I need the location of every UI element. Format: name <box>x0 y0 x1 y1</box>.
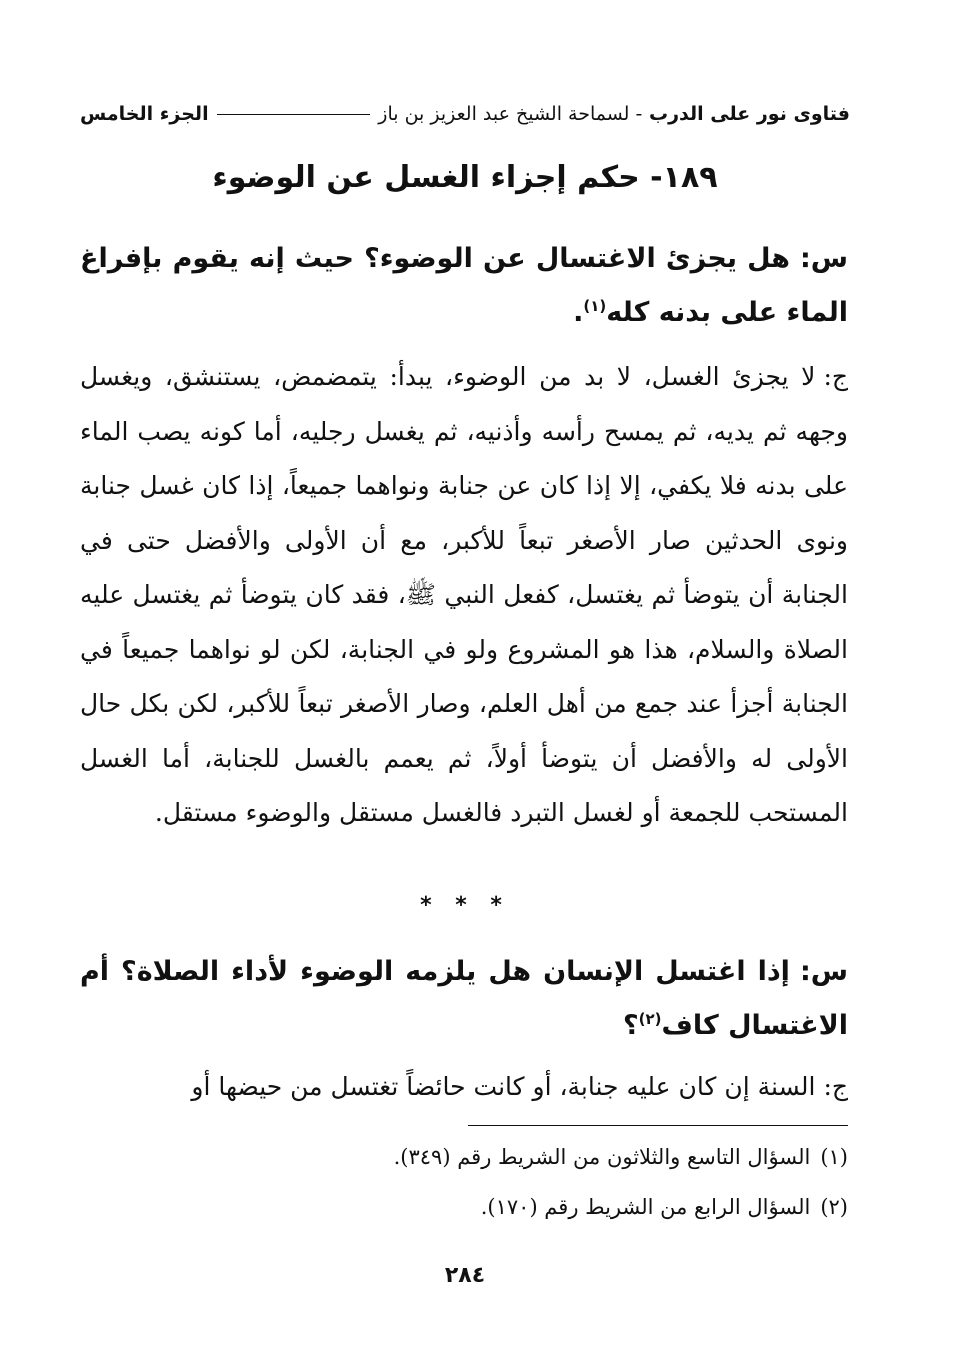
question-1-footnote-ref: (١) <box>583 297 607 315</box>
header-book-info <box>378 103 850 125</box>
answer-1-prefix: ج: <box>823 362 848 391</box>
header-rule <box>217 114 371 115</box>
header-author: - لسماحة الشيخ عبد العزيز بن باز <box>378 103 643 125</box>
question-2-text: إذا اغتسل الإنسان هل يلزمه الوضوء لأداء الصلاة؟ أم الاغتسال كاف <box>80 956 848 1041</box>
section-title: ١٨٩- حكم إجزاء الغسل عن الوضوء <box>212 160 718 195</box>
question-1-text: هل يجزئ الاغتسال عن الوضوء؟ حيث إنه يقوم بإفراغ الماء على بدنه كله <box>80 243 848 328</box>
answer-2-prefix: ج: <box>823 1072 848 1101</box>
question-2-end: ؟ <box>622 1010 639 1041</box>
header-book-title: فتاوى نور على الدرب <box>649 103 850 125</box>
answer-1-text: لا يجزئ الغسل، لا بد من الوضوء، يبدأ: يتمضمض، يستنشق، ويغسل وجهه ثم يديه، ثم يمسح رأسه وأذنيه، ثم يغسل رجليه، أما كونه يصب الماء على بدنه فلا يكفي، إلا إذا كان عن جنابة ونواهما جميعاً، إذا كان غسل جنابة ونوى الحدثين صار الأصغر تبعاً للأكبر، مع أن الأولى والأفضل حتى في الجنابة أن يتوضأ ثم يغتسل، كفعل النبي ﷺ، فقد كان يتوضأ ثم يغتسل عليه الصلاة والسلام، هذا هو المشروع ولو في الجنابة، لكن لو نواهما جميعاً في الجنابة أجزأ عند جمع من أهل العلم، وصار الأصغر تبعاً للأكبر، لكن بكل حال الأولى له والأفضل أن يتوضأ أولاً، ثم يعمم بالغسل للجنابة، أما الغسل المستحب للجمعة أو لغسل التبرد فالغسل مستقل والوضوء مستقل. <box>80 362 848 827</box>
question-1-end: . <box>573 297 584 328</box>
footnote-rule <box>468 1125 848 1126</box>
footnote-number: (١) <box>820 1145 848 1169</box>
answer-1 <box>80 350 848 841</box>
answer-2 <box>80 1060 848 1115</box>
page-number: ٢٨٤ <box>444 1263 486 1288</box>
running-header <box>80 96 850 132</box>
footnote-number: (٢) <box>820 1195 848 1219</box>
question-1-prefix: س: <box>799 243 848 274</box>
header-part: الجزء الخامس <box>80 103 209 125</box>
answer-2-text: السنة إن كان عليه جنابة، أو كانت حائضاً تغتسل من حيضها أو <box>191 1072 816 1101</box>
footnote-item <box>80 1182 848 1232</box>
question-2-footnote-ref: (٢) <box>638 1010 662 1028</box>
question-2 <box>80 945 848 1053</box>
footnote-text: السؤال التاسع والثلاثون من الشريط رقم (٣٤٩). <box>393 1145 811 1169</box>
footnote-item <box>80 1132 848 1182</box>
section-separator: * * * <box>420 893 510 918</box>
question-1 <box>80 232 848 340</box>
footnotes <box>80 1132 848 1232</box>
question-2-prefix: س: <box>799 956 848 987</box>
footnote-text: السؤال الرابع من الشريط رقم (١٧٠). <box>480 1195 811 1219</box>
